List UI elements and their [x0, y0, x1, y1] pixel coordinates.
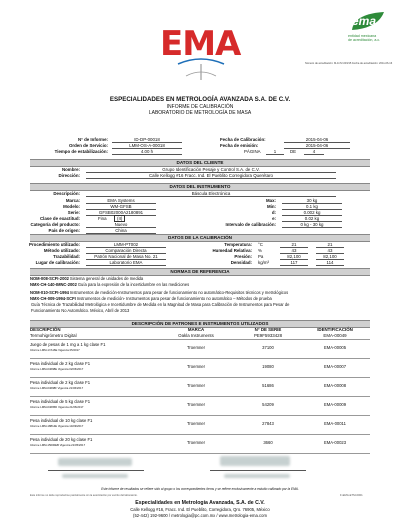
- norma-text: Funcionamiento No Automático. México, Abril de 2013: [31, 308, 130, 313]
- serie-label: Serie:: [67, 210, 80, 215]
- norma-text: Instrumentos de medición-Instrumentos para pesar de funcionamiento no automático-Requisitos técnicos y metrológicos: [69, 290, 289, 295]
- patron-serie: 54209: [262, 402, 274, 407]
- de-label: DE: [290, 149, 297, 154]
- pres-unit: Pa: [258, 254, 264, 259]
- section-cliente: DATOS DEL CLIENTE: [30, 159, 370, 167]
- patron-desc: Pesa individual de 2 kg clase F1: [30, 380, 91, 385]
- ema-green-sub1: entidad mexicana: [348, 34, 377, 38]
- patron-row-divider: [30, 453, 370, 454]
- direccion-label: Dirección:: [58, 173, 80, 178]
- ema-logo: [158, 24, 244, 84]
- company-name: ESPECIALIDADES EN METROLOGÍA AVANZADA S.A. DE C.V.: [109, 96, 291, 103]
- norma-item: [30, 290, 370, 295]
- patron-marca: Troemner: [187, 440, 205, 445]
- patron-marca: Troemner: [187, 402, 205, 407]
- clase-value: Fina: [98, 216, 107, 221]
- patron-row-divider: [30, 415, 370, 416]
- patron-id: EMA-00008: [323, 383, 347, 388]
- norma-code: NOM-008-SCFI-2002: [30, 276, 69, 281]
- accreditation-note: Número de acreditación: M-1172-033/15 Fecha de acreditación: 2011-06-16: [305, 62, 393, 65]
- patron-sub: Informe LMM-15000EB Vigencia 21/05/2017: [30, 443, 86, 447]
- pais-value: China: [86, 228, 156, 234]
- proc-label: Procedimiento utilizado:: [29, 242, 80, 247]
- patron-serie: 3660: [263, 440, 273, 445]
- patron-marca: Troemner: [187, 364, 205, 369]
- patron-serie: 51686: [262, 383, 274, 388]
- norma-item: [30, 282, 370, 287]
- tiempo-value: 4.00 h: [112, 149, 182, 155]
- signature-name-left: [62, 474, 128, 478]
- patron-sub: Informe LMM-18814E Vigencia 14/09/2017: [30, 424, 84, 428]
- marca-value: EMA Systems: [86, 198, 156, 204]
- patron-id: EMA-00005: [323, 345, 347, 350]
- norma-text: Guía Técnica de Trazabilidad Metrológica e Incertidumbre de Medida en la Magnitud de Masa para Calibración de Instrumentos para Pesar de: [31, 302, 290, 307]
- patron-row-divider: [30, 358, 370, 359]
- ema-accreditation-seal: [346, 10, 392, 62]
- fecha-emi-label: Fecha de emisión:: [220, 143, 259, 148]
- min-label: Min:: [266, 204, 276, 209]
- section-calibracion: DATOS DE LA CALIBRACIÓN: [30, 234, 370, 242]
- temp-label: Temperatura:: [224, 242, 252, 247]
- patron-marca: Troemner: [187, 421, 205, 426]
- patron-row-divider: [30, 434, 370, 435]
- patron-id: EMA-00009: [323, 402, 347, 407]
- patrones-header-divider: [30, 339, 370, 340]
- fecha-cal-label: Fecha de Calibración:: [220, 137, 266, 142]
- traz-value: Patrón Nacional de Masa No. 21: [86, 254, 166, 260]
- marca-label: Marca:: [65, 198, 80, 203]
- direccion-value: Calle Kellogg #16 Fracc. Ind. El Pueblito Corregidora Querétaro: [86, 173, 336, 179]
- patron-sub: Informe LMM-04698E Vigencia 02/06/2017: [30, 367, 84, 371]
- norma-code: NMX-CH-009-1994-SCFI: [30, 296, 76, 301]
- patrones-header-desc: DESCRIPCIÓN: [30, 327, 61, 332]
- norma-code: NOM-010-SCFI-1994: [30, 290, 69, 295]
- fecha-emi-value: 2015-04-06: [284, 143, 350, 149]
- pagina-label: PÁGINA: [244, 149, 261, 154]
- informe-label: N° de Informe:: [77, 137, 108, 142]
- patron-id: EMA-00011: [324, 421, 346, 426]
- patron-row-divider: [30, 396, 370, 397]
- max-value: 30 kg: [282, 198, 342, 204]
- ema-green-text: ema: [352, 14, 377, 28]
- ema-green-sub2: de acreditación, a.c.: [348, 38, 381, 42]
- norma-code: NMX-CH-140-IMNC-2002: [30, 282, 77, 287]
- section-instrumento: DATOS DEL INSTRUMENTO: [30, 183, 370, 191]
- signature-right: [220, 456, 290, 466]
- hum-b: 43: [316, 248, 344, 254]
- modelo-value: WM-GFSB: [86, 204, 156, 210]
- norma-item: [30, 276, 370, 281]
- min-value: 0.1 kg: [282, 204, 342, 210]
- norma-item: [30, 296, 370, 301]
- intervalo-label: Intervalo de calibración:: [225, 222, 276, 227]
- norma-text: Instrumentos de medición- Instrumentos para pesar de funcionamiento no automático – Métodos de prueba: [76, 296, 272, 301]
- metodo-value: Comparación Directa: [86, 248, 166, 254]
- patrones-subheader-id: EMA-00049: [323, 333, 347, 338]
- proc-value: LMM-PT002: [86, 242, 166, 248]
- d-value: 0.002 kg: [282, 210, 342, 216]
- patrones-subheader-serie: PE9F5933428: [253, 333, 283, 338]
- pres-b: 82,100: [316, 254, 344, 260]
- temp-b: 21: [316, 242, 344, 248]
- report-subtitle-2: LABORATORIO DE METROLOGÍA DE MASA: [148, 110, 252, 116]
- ema-logo-swoosh: [176, 58, 226, 82]
- section-patrones: DESCRIPCIÓN DE PATRONES E INSTRUMENTOS UTILIZADOS: [30, 320, 370, 328]
- patrones-header-marca: MARCA: [187, 327, 205, 332]
- lugar-label: Lugar de calibración:: [35, 260, 80, 265]
- patron-desc: Pesa individual de 20 kg clase F1: [30, 437, 93, 442]
- descripcion-label: Descripción:: [53, 191, 80, 196]
- e-label: e:: [272, 216, 276, 221]
- patron-id: EMA-00023: [323, 440, 347, 445]
- hum-unit: %: [258, 248, 262, 253]
- modelo-label: Modelo:: [63, 204, 80, 209]
- temp-a: 21: [280, 242, 308, 248]
- footer-small-left: Este informe no debe reproducirse parcialmente sin la autorización por escrito del laboratorio.: [30, 494, 138, 497]
- footer-contact: (52-442) 192-9600 / metrologia@pc.com.mx / www.metrologia-ema.com: [133, 513, 267, 518]
- e-value: 0.02 kg: [282, 216, 342, 222]
- norma-text: Sistema general de unidades de medida: [69, 276, 144, 281]
- signature-name-right: [224, 474, 290, 478]
- patron-marca: Troemner: [187, 383, 205, 388]
- clase-label: Clase de exactitud:: [39, 216, 80, 221]
- informe-value: ID-DP-00018: [112, 137, 182, 143]
- temp-unit: °C: [258, 242, 263, 247]
- fecha-cal-value: 2015-04-06: [284, 137, 350, 143]
- pagina-value: 1: [266, 149, 284, 155]
- traz-label: Trazabilidad:: [53, 254, 80, 259]
- patrones-header-id: IDENTIFICACIÓN: [317, 327, 353, 332]
- lugar-value: Laboratorio EMA: [86, 260, 166, 266]
- patrones-subheader-desc: Termohigrómetro Digital: [30, 333, 77, 338]
- patron-serie: 37100: [262, 345, 274, 350]
- signature-line-right: [210, 470, 306, 471]
- hum-a: 43: [280, 248, 308, 254]
- pres-label: Presión:: [234, 254, 252, 259]
- norma-item: [30, 308, 370, 313]
- d-label: d:: [271, 210, 276, 215]
- orden-label: Orden de Servicio:: [68, 143, 108, 148]
- patron-desc: Pesa individual de 2 kg clase F1: [30, 361, 91, 366]
- patron-desc: Pesa individual de 5 kg clase F1: [30, 399, 91, 404]
- patron-id: EMA-00007: [323, 364, 347, 369]
- norma-item: [30, 302, 370, 307]
- hum-label: Humedad Relativa:: [212, 248, 252, 253]
- dens-b: 114: [316, 260, 344, 266]
- pres-a: 82,100: [280, 254, 308, 260]
- patron-desc: Pesa individual de 10 kg clase F1: [30, 418, 93, 423]
- signature-left: [58, 458, 132, 466]
- intervalo-value: 0 kg - 30 kg: [282, 222, 342, 228]
- patrones-subheader-marca: Oakla Instruments: [178, 333, 214, 338]
- footer-company: Especialidades en Metrología Avanzada, S.A. de C.V.: [135, 500, 265, 506]
- patron-row-divider: [30, 377, 370, 378]
- patron-sub: Informe LMM-17A16E Vigencia 05/2017: [30, 348, 80, 352]
- footer-form-code: F-EMA-ETM-0001: [340, 493, 363, 497]
- pais-label: País de origen:: [48, 228, 80, 233]
- dens-a: 117: [280, 260, 308, 266]
- signature-line-left: [48, 470, 144, 471]
- dens-unit: kg/m³: [258, 260, 269, 265]
- patron-serie: 19080: [262, 364, 274, 369]
- norma-text: Guía para la expresión de la incertidumbre en las mediciones: [77, 282, 190, 287]
- categoria-value: Nuevo: [86, 222, 156, 228]
- patron-sub: Informe LMM-04698F Vigencia 21/06/2017: [30, 386, 84, 390]
- orden-value: LMM-OS-A-00018: [112, 143, 182, 149]
- serie-value: GFSB02000A2180891: [86, 210, 156, 216]
- tiempo-label: Tiempo de estabilización:: [54, 149, 108, 154]
- metodo-label: Método utilizado:: [43, 248, 80, 253]
- patron-sub: Informe LMM-04695D Vigencia 21/06/2017: [30, 405, 84, 409]
- de-value: 4: [304, 149, 324, 155]
- patrones-header-serie: N° DE SERIE: [254, 327, 282, 332]
- nombre-value: Grupo Identificación Pesaje y Control S.A. de C.V.: [86, 167, 336, 173]
- patron-marca: Troemner: [187, 345, 205, 350]
- dens-label: Densidad:: [230, 260, 252, 265]
- footer-note: Este informe de resultados se refiere sólo al grupo o los correspondientes ítems y se refiere exclusivamente a estudio calibrado por la EMA.: [101, 487, 299, 491]
- patron-desc: Juego de pesas de 1 mg a 1 kg clase F1: [30, 342, 106, 347]
- categoria-label: Categoría del producto:: [30, 222, 80, 227]
- footer-address: Calle Kellogg #16, Fracc. Ind. El Pueblito, Corregidora, Qro. 76905, México: [130, 507, 270, 512]
- descripcion-value: Báscula Electrónica: [86, 191, 336, 197]
- nombre-label: Nombre:: [61, 167, 80, 172]
- max-label: Max:: [265, 198, 276, 203]
- report-subtitle-1: INFORME DE CALIBRACIÓN: [166, 104, 234, 110]
- patron-serie: 27843: [262, 421, 274, 426]
- clase-box: (II): [114, 215, 125, 222]
- section-normas: NORMAS DE REFERENCIA: [30, 268, 370, 276]
- ema-logo-text: EMA: [160, 24, 241, 64]
